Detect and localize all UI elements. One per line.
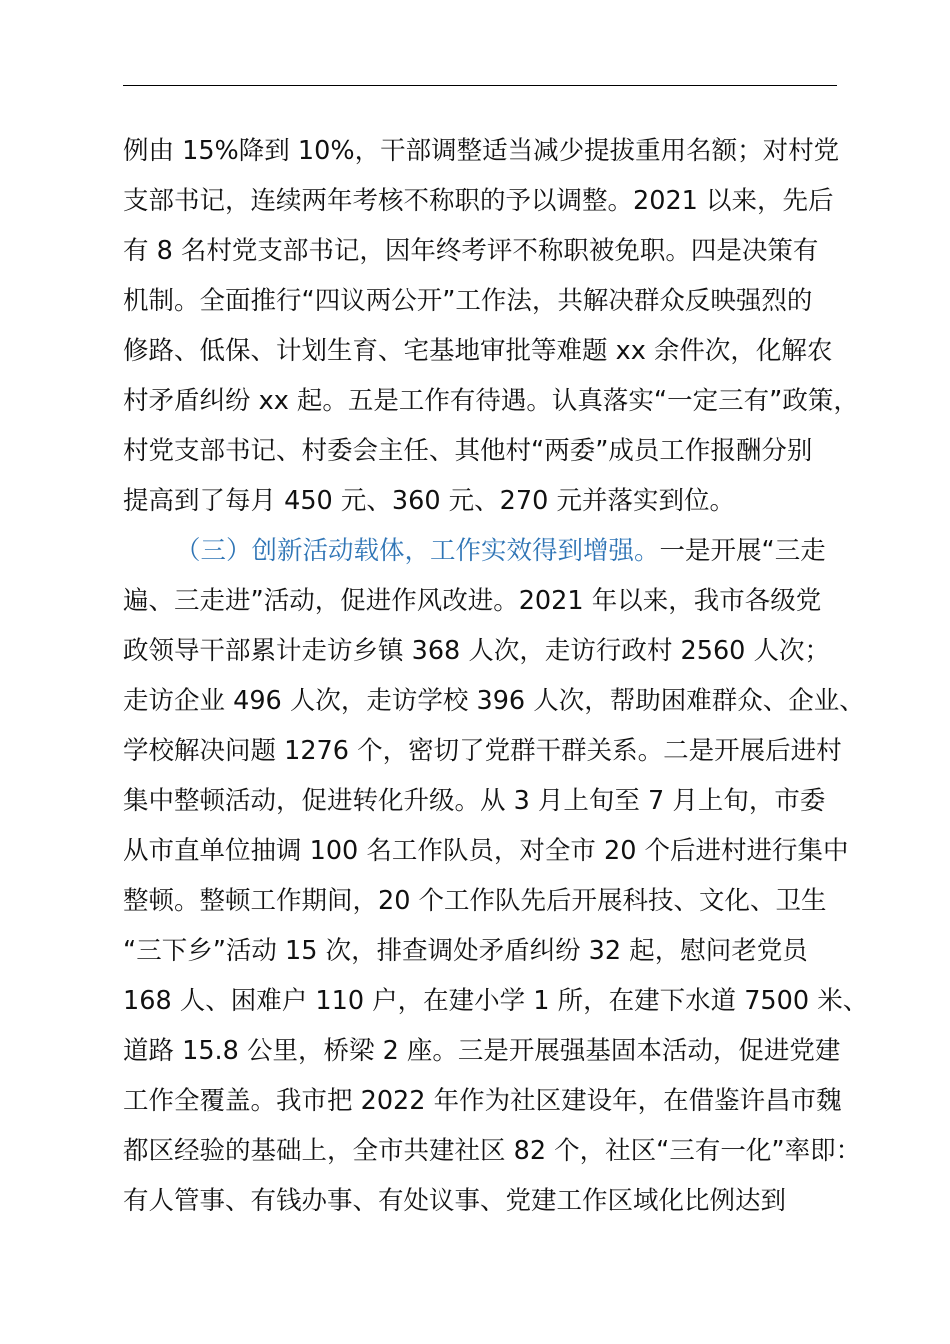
paragraph-line: 政领导干部累计走访乡镇 368 人次，走访行政村 2560 人次； (123, 636, 830, 666)
paragraph-line: 有人管事、有钱办事、有处议事、党建工作区域化比例达到 (123, 1186, 787, 1216)
paragraph-line: 提高到了每月 450 元、360 元、270 元并落实到位。 (123, 486, 735, 516)
document-body (123, 126, 869, 1226)
header-rule (123, 85, 837, 86)
paragraph-line: 学校解决问题 1276 个，密切了党群干群关系。二是开展后进村 (123, 736, 842, 766)
paragraph-line: 168 人、困难户 110 户，在建小学 1 所，在建下水道 7500 米、 (123, 986, 869, 1016)
paragraph-line: 例由 15%降到 10%，干部调整适当减少提拔重用名额；对村党 (123, 136, 840, 166)
section-heading: （三）创新活动载体，工作实效得到增强。 (175, 536, 660, 566)
section-first-line-text: 一是开展“三走 (659, 536, 826, 566)
paragraph-line: 村矛盾纠纷 xx 起。五是工作有待遇。认真落实“一定三有”政策， (123, 386, 859, 416)
paragraph-line: 修路、低保、计划生育、宅基地审批等难题 xx 余件次，化解农 (123, 336, 833, 366)
section-first-line (123, 526, 843, 576)
paragraph-line: 道路 15.8 公里，桥梁 2 座。三是开展强基固本活动，促进党建 (123, 1036, 841, 1066)
paragraph-line: 从市直单位抽调 100 名工作队员，对全市 20 个后进村进行集中 (123, 836, 849, 866)
paragraph-line: 整顿。整顿工作期间，20 个工作队先后开展科技、文化、卫生 (123, 886, 827, 916)
paragraph-line: 村党支部书记、村委会主任、其他村“两委”成员工作报酬分别 (123, 436, 813, 466)
paragraph-line: 工作全覆盖。我市把 2022 年作为社区建设年，在借鉴许昌市魏 (123, 1086, 842, 1116)
paragraph-line: “三下乡”活动 15 次，排查调处矛盾纠纷 32 起，慰问老党员 (123, 936, 808, 966)
paragraph-line: 机制。全面推行“四议两公开”工作法，共解决群众反映强烈的 (123, 286, 813, 316)
paragraph-line: 有 8 名村党支部书记，因年终考评不称职被免职。四是决策有 (123, 236, 819, 266)
paragraph-line: 集中整顿活动，促进转化升级。从 3 月上旬至 7 月上旬，市委 (123, 786, 826, 816)
paragraph-line: 走访企业 496 人次，走访学校 396 人次，帮助困难群众、企业、 (123, 686, 865, 716)
paragraph-line: 遍、三走进”活动，促进作风改进。2021 年以来，我市各级党 (123, 586, 822, 616)
paragraph-line: 支部书记，连续两年考核不称职的予以调整。2021 以来，先后 (123, 186, 834, 216)
paragraph-line: 都区经验的基础上，全市共建社区 82 个，社区“三有一化”率即： (123, 1136, 862, 1166)
